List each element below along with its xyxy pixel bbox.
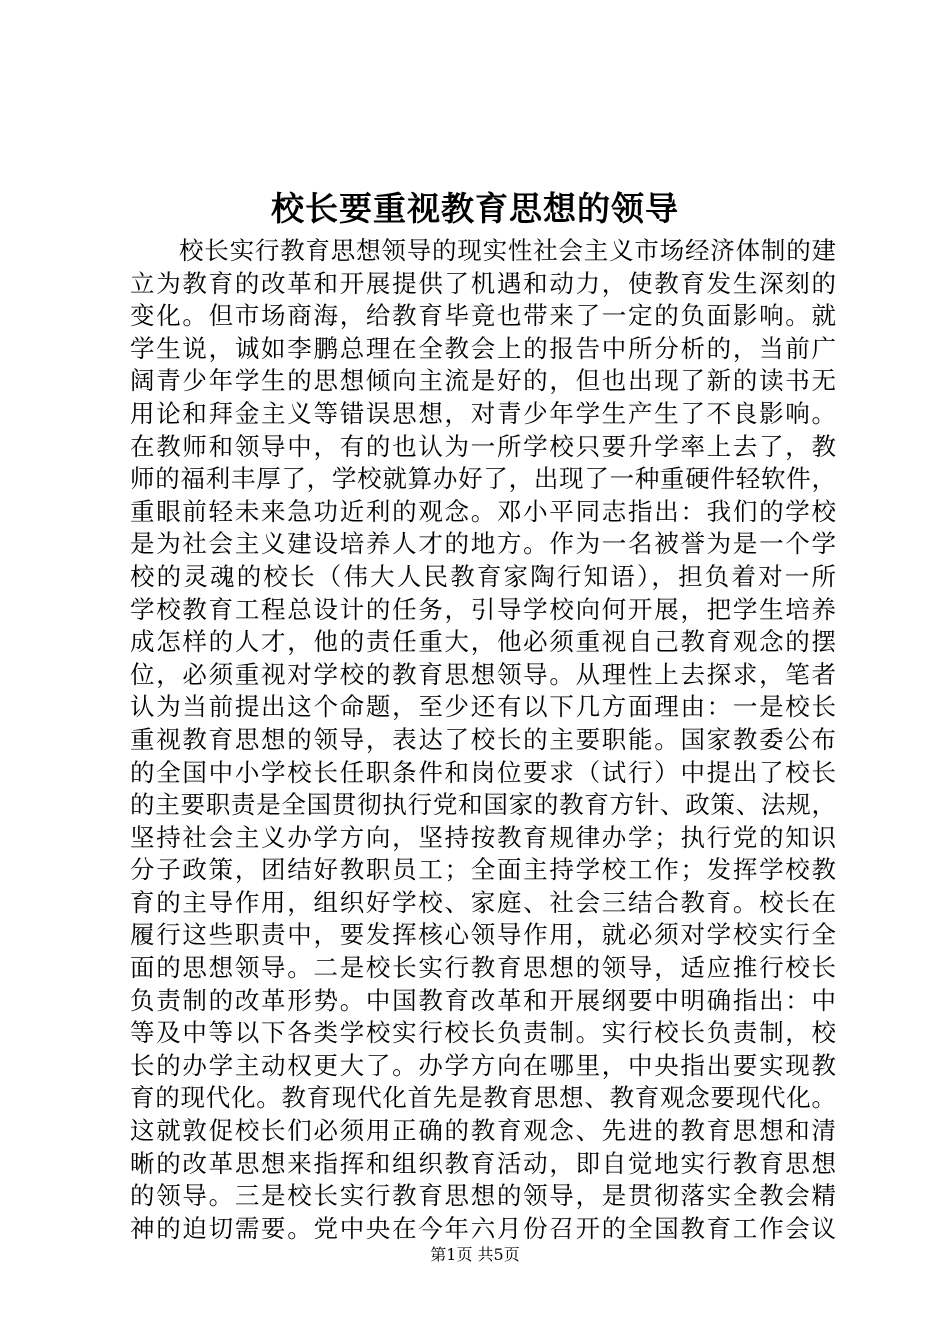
text-line: 晰的改革思想来指挥和组织教育活动，即自觉地实行教育思想 <box>130 1148 836 1178</box>
text-line: 学校教育工程总设计的任务，引导学校向何开展，把学生培养 <box>130 594 836 624</box>
text-line: 用论和拜金主义等错误思想，对青少年学生产生了不良影响。 <box>130 398 836 428</box>
text-line: 育的现代化。教育现代化首先是教育思想、教育观念要现代化。 <box>130 1083 836 1113</box>
text-line: 学生说，诚如李鹏总理在全教会上的报告中所分析的，当前广 <box>130 333 836 363</box>
text-line: 在教师和领导中，有的也认为一所学校只要升学率上去了，教 <box>130 431 836 461</box>
text-line: 阔青少年学生的思想倾向主流是好的，但也出现了新的读书无 <box>130 366 836 396</box>
text-line: 育的主导作用，组织好学校、家庭、社会三结合教育。校长在 <box>130 887 836 917</box>
text-line: 校长实行教育思想领导的现实性社会主义市场经济体制的建 <box>179 236 836 265</box>
text-line: 这就敦促校长们必须用正确的教育观念、先进的教育思想和清 <box>130 1116 836 1146</box>
text-line: 履行这些职责中，要发挥核心领导作用，就必须对学校实行全 <box>130 920 836 950</box>
text-line: 是为社会主义建设培养人才的地方。作为一名被誉为是一个学 <box>130 529 836 559</box>
text-line: 重视教育思想的领导，表达了校长的主要职能。国家教委公布 <box>130 724 836 754</box>
text-line: 重眼前轻未来急功近利的观念。邓小平同志指出：我们的学校 <box>130 496 836 526</box>
text-line: 师的福利丰厚了，学校就算办好了，出现了一种重硬件轻软件， <box>130 464 836 494</box>
text-line: 成怎样的人才，他的责任重大，他必须重视自己教育观念的摆 <box>130 627 836 657</box>
body-paragraph <box>130 235 836 1245</box>
text-line: 的主要职责是全国贯彻执行党和国家的教育方针、政策、法规， <box>130 790 836 820</box>
text-line: 长的办学主动权更大了。办学方向在哪里，中央指出要实现教 <box>130 1050 836 1080</box>
text-line: 校的灵魂的校长（伟大人民教育家陶行知语），担负着对一所 <box>130 561 836 591</box>
text-line: 的全国中小学校长任职条件和岗位要求（试行）中提出了校长 <box>130 757 836 787</box>
text-line: 面的思想领导。二是校长实行教育思想的领导，适应推行校长 <box>130 953 836 983</box>
text-line: 等及中等以下各类学校实行校长负责制。实行校长负责制，校 <box>130 1018 836 1048</box>
text-line: 神的迫切需要。党中央在今年六月份召开的全国教育工作会议 <box>130 1213 836 1243</box>
text-line: 位，必须重视对学校的教育思想领导。从理性上去探求，笔者 <box>130 659 836 689</box>
text-line: 坚持社会主义办学方向，坚持按教育规律办学；执行党的知识 <box>130 822 836 852</box>
text-line: 分子政策，团结好教职员工；全面主持学校工作；发挥学校教 <box>130 855 836 885</box>
text-line: 变化。但市场商海，给教育毕竟也带来了一定的负面影响。就 <box>130 301 836 331</box>
text-line: 立为教育的改革和开展提供了机遇和动力，使教育发生深刻的 <box>130 268 836 298</box>
text-line: 认为当前提出这个命题，至少还有以下几方面理由：一是校长 <box>130 692 836 722</box>
page-number-footer: 第1页 共5页 <box>430 1245 520 1264</box>
text-line: 负责制的改革形势。中国教育改革和开展纲要中明确指出：中 <box>130 985 836 1015</box>
document-title: 校长要重视教育思想的领导 <box>271 189 679 228</box>
text-line: 的领导。三是校长实行教育思想的领导，是贯彻落实全教会精 <box>130 1181 836 1211</box>
